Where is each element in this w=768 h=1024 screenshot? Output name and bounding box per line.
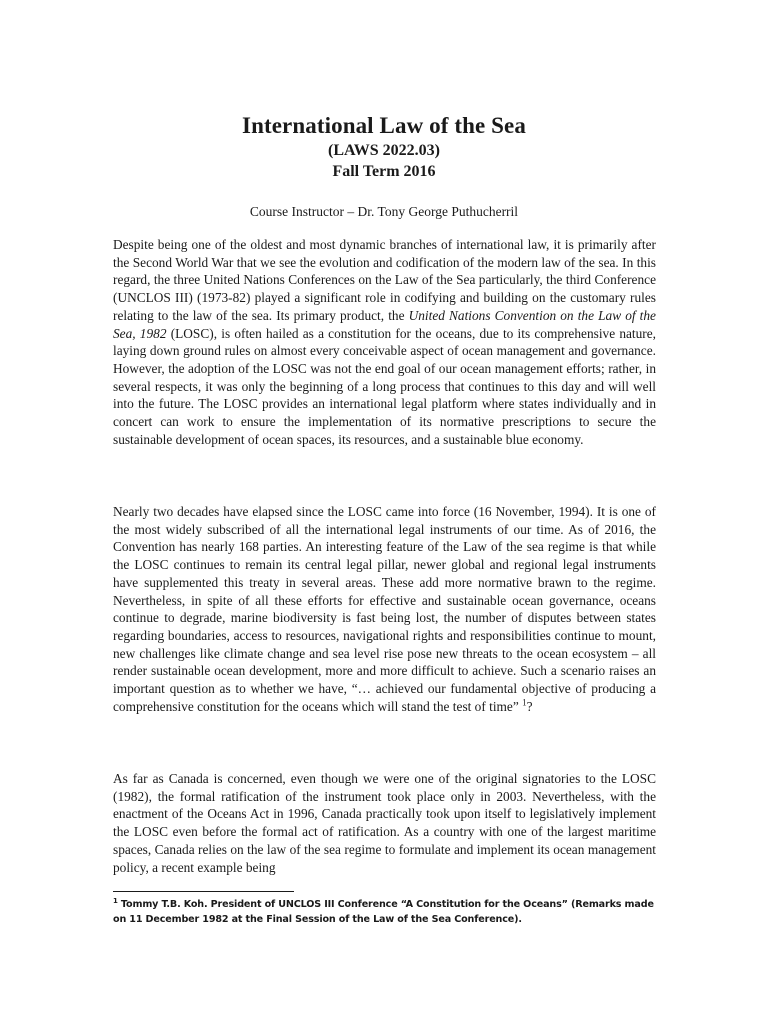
course-instructor: Course Instructor – Dr. Tony George Puthucherril xyxy=(249,204,519,219)
paragraph-1 xyxy=(113,236,656,448)
footnote-divider xyxy=(113,891,294,892)
convention-title: United Nations Convention on the Law of the Sea, 1982 xyxy=(113,307,656,341)
document-title: International Law of the Sea xyxy=(242,113,526,138)
footnote xyxy=(113,897,658,927)
paragraph-3-text: As far as Canada is concerned, even though we were one of the original signatories to the LOSC (1982), the formal ratification of the instrument took place only in 2003. Nevertheless, with the enactment of the Oceans Act in 1996, Canada practically took upon itself to legislatively implement the LOSC even before the formal act of ratification. As a country with one of the largest maritime spaces, Canada relies on the law of the sea regime to formulate and implement its ocean management policy, a recent example being xyxy=(113,771,656,875)
footnote-number: 1 xyxy=(113,896,118,905)
footnote-text: Tommy T.B. Koh. President of UNCLOS III Conference “A Constitution for the Oceans” (Remarks made on 11 December 1982 at the Final Session of the Law of the Sea Conference). xyxy=(113,899,654,925)
paragraph-1-text-start: Despite being one of the oldest and most dynamic branches of international law, it is primarily after the Second World War that we see the evolution and codification of the modern law of the sea. In this regard, the three United Nations Conferences on the Law of the Sea particularly, the third Conference (UNCLOS III) (1973-82) played a significant role in codifying and building on the customary rules relating to the law of the sea. Its primary product, the xyxy=(113,237,656,323)
paragraph-2 xyxy=(113,503,656,715)
paragraph-3 xyxy=(113,770,656,876)
paragraph-2-text: Nearly two decades have elapsed since the LOSC came into force (16 November, 1994). It is one of the most widely subscribed of all the international legal instruments of our time. As of 2016, the Convention has nearly 168 parties. An interesting feature of the Law of the sea regime is that while the LOSC continues to remain its central legal pillar, newer global and regional legal instruments have supplemented this treaty in several areas. These add more normative brawn to the regime. Nevertheless, in spite of all these efforts for effective and sustainable ocean governance, oceans continue to degrade, marine biodiversity is fast being lost, the number of disputes between states regarding boundaries, access to resources, navigational rights and responsibilities continue to mount, new challenges like climate change and sea level rise pose new threats to the ocean ecosystem – all render sustainable ocean development, more and more difficult to achieve. Such a scenario raises an important question as to whether we have, “… achieved our fundamental objective of producing a comprehensive constitution for the oceans which will stand the test of time” xyxy=(113,504,656,714)
paragraph-2-end: ? xyxy=(526,698,533,714)
paragraph-1-text-end: (LOSC), is often hailed as a constitution for the oceans, due to its comprehensive nature, laying down ground rules on almost every conceivable aspect of ocean management and governance. However, the adoption of the LOSC was not the end goal of our ocean management efforts; rather, in several respects, it was only the beginning of a long process that continues to this day and will well into the future. The LOSC provides an international legal platform where states individually and in concert can work to ensure the implementation of its normative prescriptions to secure the sustainable development of ocean spaces, its resources, and a sustainable blue economy. xyxy=(113,325,656,447)
course-code: (LAWS 2022.03) xyxy=(327,142,440,159)
course-term: Fall Term 2016 xyxy=(332,163,436,180)
footnote-reference[interactable]: 1 xyxy=(522,697,527,708)
